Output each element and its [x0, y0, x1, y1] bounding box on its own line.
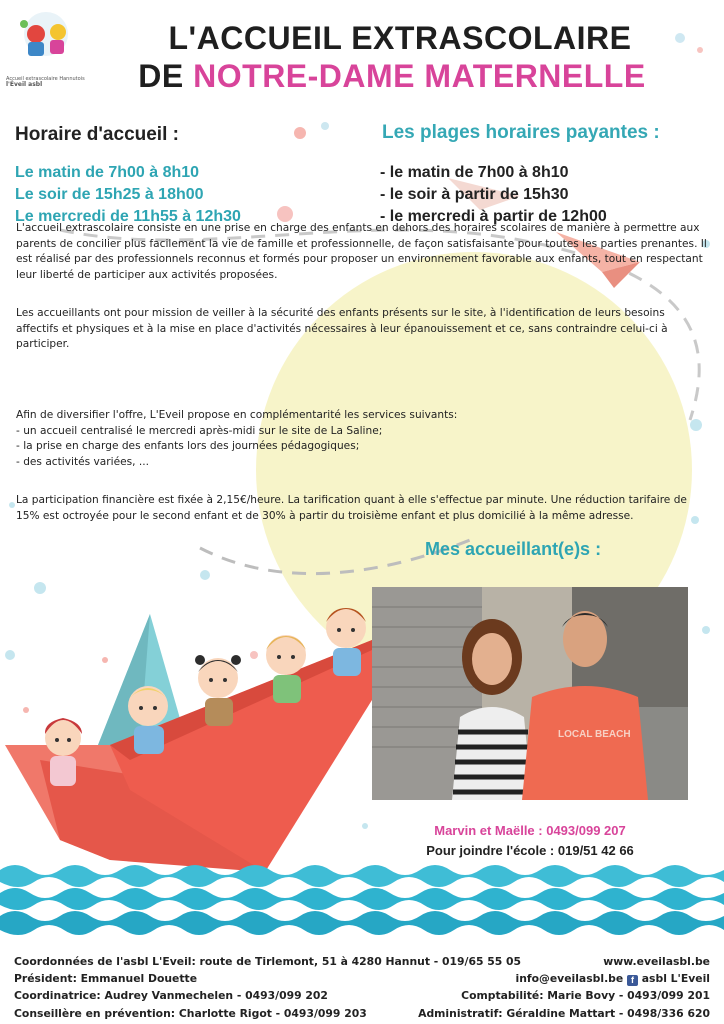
paragraph-services: [16, 408, 710, 470]
paragraph-tarifs: La participation financière est fixée à 2,15€/heure. La tarification quant à elle s'effectue par minute. Une réduction tarifaire de 15% est octroyée pour le second enfant et de 30% à partir du troisième enfant et plus domicilié à la même adresse.: [16, 494, 687, 522]
facebook-icon: f: [627, 975, 638, 986]
logo-icon: [6, 10, 86, 72]
footer-website[interactable]: www.eveilasbl.be: [603, 955, 710, 968]
svg-text:LOCAL BEACH: LOCAL BEACH: [558, 729, 631, 740]
accueillants-heading: Mes accueillant(e)s :: [425, 539, 602, 559]
footer-conseillere: Conseillère en prévention: Charlotte Rigot - 0493/099 203: [14, 1006, 367, 1020]
plages-item: - le matin de 7h00 à 8h10: [380, 164, 569, 181]
horaire-heading: Horaire d'accueil :: [15, 124, 179, 145]
footer-social: [418, 970, 710, 987]
footer-facebook[interactable]: asbl L'Eveil: [641, 972, 710, 986]
services-item: - des activités variées, ...: [16, 455, 149, 468]
title-school-name: NOTRE-DAME MATERNELLE: [193, 58, 646, 94]
plages-item: - le mercredi à partir de 12h00: [380, 208, 607, 225]
horaire-item: Le mercredi de 11h55 à 12h30: [15, 208, 241, 225]
services-intro: Afin de diversifier l'offre, L'Eveil propose en complémentarité les services suivants:: [16, 409, 458, 421]
paragraph-description: L'accueil extrascolaire consiste en une prise en charge des enfants en dehors des horaires scolaires de manière à permettre aux parents de concilier plus facilement la vie de famille et professionnelle, de façon satisfaisante pour toutes les parties prenantes. Il est réalisé par des professionnels reconnus et formés pour proposer un environnement favorable aux enfants, tout en respectant leur liberté de participer aux activités proposées.: [16, 222, 707, 281]
services-item: - un accueil centralisé le mercredi après-midi sur le site de La Saline;: [16, 424, 383, 437]
school-contact: Pour joindre l'école : 019/51 42 66: [426, 843, 634, 858]
footer-president: Président: Emmanuel Douette: [14, 972, 198, 986]
kid-2: [128, 686, 168, 754]
plages-list: [380, 162, 607, 228]
footer-administratif: Administratif: Géraldine Mattart - 0498/336 620: [418, 1006, 710, 1020]
page-title-line1: L'ACCUEIL EXTRASCOLAIRE: [168, 20, 632, 56]
title-prefix: DE: [138, 58, 184, 94]
plages-heading: Les plages horaires payantes :: [382, 122, 660, 143]
footer-email[interactable]: info@eveilasbl.be: [515, 972, 624, 986]
footer-comptabilite: Comptabilité: Marie Bovy - 0493/099 201: [461, 989, 710, 1003]
footer-right: [418, 953, 710, 1022]
photo-placeholder: [372, 587, 688, 800]
logo-org-name: l'Éveil asbl: [6, 81, 43, 88]
paragraph-mission: Les accueillants ont pour mission de veiller à la sécurité des enfants présents sur le site, à l'identification de leurs besoins affectifs et physiques et à la mise en place d'activités nécessaires à leur épanouissement et ce, sans contraindre celui-ci à participer.: [16, 307, 668, 351]
page-title-line2: [92, 58, 692, 95]
accueillants-contact: Marvin et Maëlle : 0493/099 207: [434, 823, 626, 838]
eveil-logo: [6, 10, 86, 90]
horaire-item: Le soir de 15h25 à 18h00: [15, 186, 204, 203]
footer-coordinatrice: Coordinatrice: Audrey Vanmechelen - 0493/099 202: [14, 989, 328, 1003]
logo-tagline: Accueil extrascolaire Hannutois: [6, 76, 85, 82]
footer-address: Coordonnées de l'asbl L'Eveil: route de Tirlemont, 51 à 4280 Hannut - 019/65 55 05: [14, 955, 522, 968]
plages-item: - le soir à partir de 15h30: [380, 186, 569, 203]
horaire-item: Le matin de 7h00 à 8h10: [15, 164, 200, 181]
waves: [0, 865, 724, 935]
accueillants-photo: [372, 587, 688, 800]
services-item: - la prise en charge des enfants lors des journées pédagogiques;: [16, 440, 360, 453]
horaire-list: [15, 162, 241, 228]
